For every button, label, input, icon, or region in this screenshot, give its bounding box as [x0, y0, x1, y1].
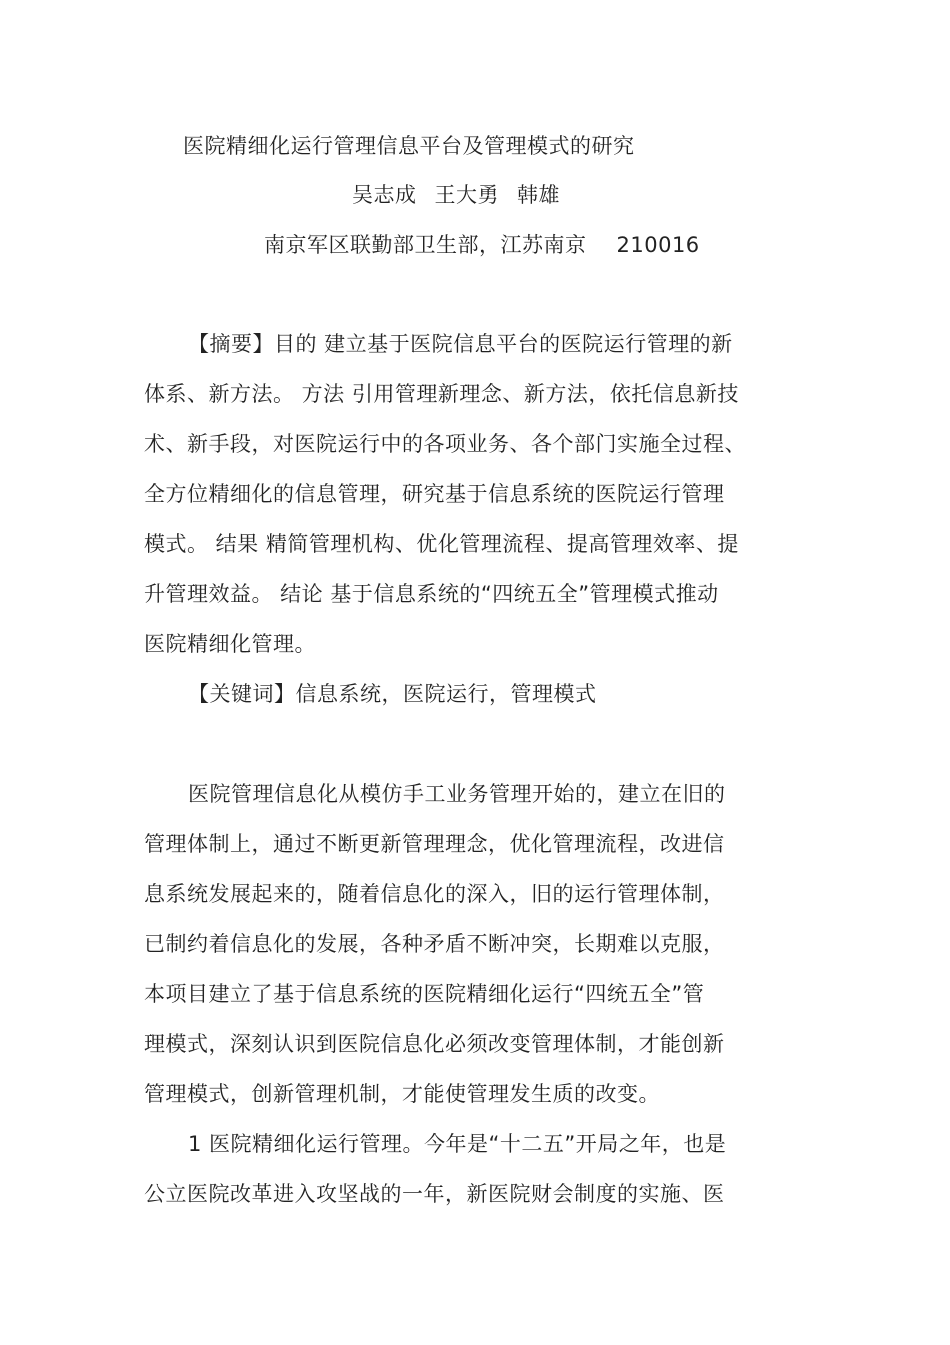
paragraph-line: 公立医院改革进入攻坚战的一年，新医院财会制度的实施、医 — [144, 1182, 725, 1206]
keywords-line: 【关键词】信息系统，医院运行，管理模式 — [188, 682, 597, 706]
paragraph-line: 已制约着信息化的发展，各种矛盾不断冲突，长期难以克服， — [144, 932, 725, 956]
paragraph-line: 1 医院精细化运行管理。今年是“十二五”开局之年，也是 — [188, 1132, 727, 1156]
author-affiliation — [264, 231, 700, 259]
paper-title: 医院精细化运行管理信息平台及管理模式的研究 — [183, 134, 635, 158]
affiliation-text: 南京军区联勤部卫生部，江苏南京 — [264, 233, 587, 257]
postal-code: 210016 — [616, 233, 700, 257]
author-name: 韩雄 — [517, 183, 560, 207]
abstract-line: 医院精细化管理。 — [144, 632, 316, 656]
author-list — [352, 181, 560, 209]
author-name: 吴志成 — [352, 183, 417, 207]
abstract-line: 术、新手段，对医院运行中的各项业务、各个部门实施全过程、 — [144, 432, 746, 456]
abstract-line: 升管理效益。 结论 基于信息系统的“四统五全”管理模式推动 — [144, 582, 719, 606]
paragraph-line: 管理体制上，通过不断更新管理理念，优化管理流程，改进信 — [144, 832, 725, 856]
abstract-line: 【摘要】目的 建立基于医院信息平台的医院运行管理的新 — [188, 332, 733, 356]
paragraph-line: 医院管理信息化从模仿手工业务管理开始的，建立在旧的 — [188, 782, 726, 806]
paragraph-line: 管理模式，创新管理机制，才能使管理发生质的改变。 — [144, 1082, 660, 1106]
author-name: 王大勇 — [434, 183, 499, 207]
paragraph-line: 息系统发展起来的，随着信息化的深入，旧的运行管理体制， — [144, 882, 725, 906]
abstract-line: 全方位精细化的信息管理，研究基于信息系统的医院运行管理 — [144, 482, 725, 506]
abstract-line: 模式。 结果 精简管理机构、优化管理流程、提高管理效率、提 — [144, 532, 739, 556]
paragraph-line: 理模式，深刻认识到医院信息化必须改变管理体制，才能创新 — [144, 1032, 725, 1056]
paragraph-line: 本项目建立了基于信息系统的医院精细化运行“四统五全”管 — [144, 982, 705, 1006]
abstract-line: 体系、新方法。 方法 引用管理新理念、新方法，依托信息新技 — [144, 382, 739, 406]
